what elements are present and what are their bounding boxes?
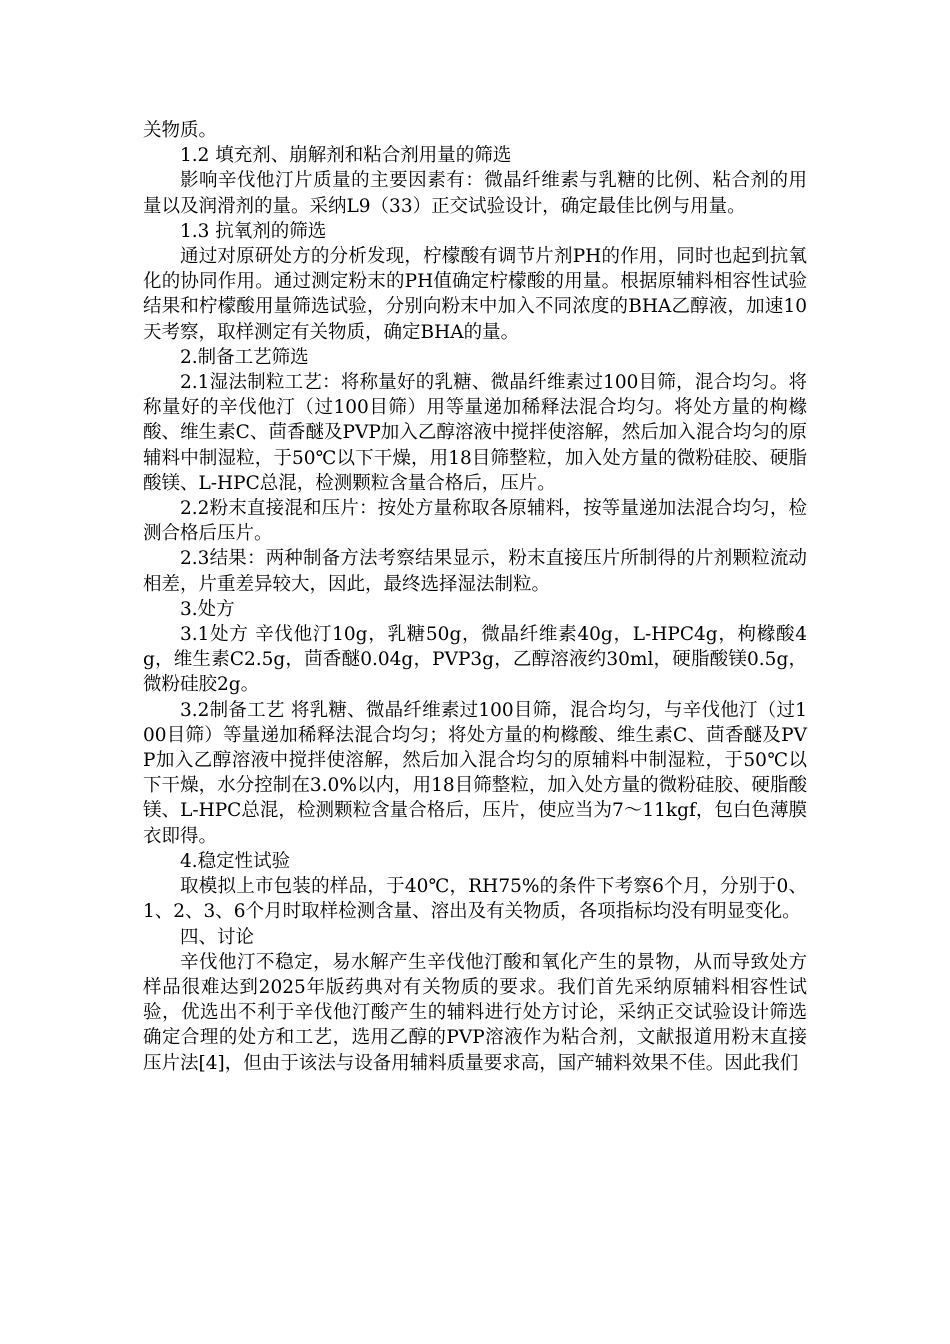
heading-4-stability-test: 4.稳定性试验 [180, 850, 291, 872]
paragraph-2-2-direct-compression: 2.2粉末直接混和压片：按处方量称取各原辅料，按等量递加法混合均匀，检测合格后压片。 [143, 498, 807, 545]
heading-2-process-screening: 2.制备工艺筛选 [180, 346, 309, 368]
heading-discussion: 四、讨论 [180, 926, 255, 948]
paragraph-discussion: 辛伐他汀不稳定，易水解产生辛伐他汀酸和氧化产生的景物，从而导致处方样品很难达到2025年版药典对有关物质的要求。我们首先采纳原辅料相容性试验，优选出不利于辛伐他汀酸产生的辅料进行处方讨论，采纳正交试验设计筛选确定合理的处方和工艺，选用乙醇的PVP溶液作为粘合剂，文献报道用粉末直接压片法[4]，但由于该法与设备用辅料质量要求高，国产辅料效果不佳。因此我们 [143, 951, 807, 1074]
paragraph-stability: 取模拟上市包装的样品，于40℃，RH75%的条件下考察6个月，分别于0、1、2、3、6个月时取样检测含量、溶出及有关物质，各项指标均没有明显变化。 [143, 876, 807, 923]
paragraph-2-1-wet-granulation: 2.1湿法制粒工艺：将称量好的乳糖、微晶纤维素过100目筛，混合均匀。将称量好的辛伐他汀（过100目筛）用等量递加稀释法混合均匀。将处方量的枸橼酸、维生素C、茴香醚及PVP加入乙醇溶液中搅拌使溶解，然后加入混合均匀的原辅料中制湿粒，于50℃以下干燥，用18目筛整粒，加入处方量的微粉硅胶、硬脂酸镁、L-HPC总混，检测颗粒含量合格后，压片。 [143, 372, 807, 494]
heading-1-3-antioxidant-screening: 1.3 抗氧剂的筛选 [180, 220, 327, 242]
paragraph-continuation: 关物质。 [143, 120, 218, 141]
paragraph-2-3-results: 2.3结果：两种制备方法考察结果显示，粉末直接压片所制得的片剂颗粒流动相差，片重差异较大，因此，最终选择湿法制粒。 [143, 548, 807, 595]
paragraph-antioxidant: 通过对原研处方的分析发现，柠檬酸有调节片剂PH的作用，同时也起到抗氧化的协同作用。通过测定粉末的PH值确定柠檬酸的用量。根据原辅料相容性试验结果和柠檬酸用量筛选试验，分别向粉末中加入不同浓度的BHA乙醇液，加速10天考察，取样测定有关物质，确定BHA的量。 [143, 246, 807, 343]
heading-1-2-filler-screening: 1.2 填充剂、崩解剂和粘合剂用量的筛选 [180, 145, 512, 167]
paragraph-3-2-process: 3.2制备工艺 将乳糖、微晶纤维素过100目筛，混合均匀，与辛伐他汀（过100目筛）等量递加稀释法混合均匀；将处方量的枸橼酸、维生素C、茴香醚及PVP加入乙醇溶液中搅拌使溶解，然后加入混合均匀的原辅料中制湿粒，于50℃以下干燥，水分控制在3.0%以内，用18目筛整粒，加入处方量的微粉硅胶、硬脂酸镁、L-HPC总混，检测颗粒含量合格后，压片，使应当为7～11kgf，包白色薄膜衣即得。 [143, 699, 807, 847]
paragraph-filler-factors: 影响辛伐他汀片质量的主要因素有：微晶纤维素与乳糖的比例、粘合剂的用量以及润滑剂的量。采纳L9（33）正交试验设计，确定最佳比例与用量。 [143, 170, 807, 217]
paragraph-3-1-formulation: 3.1处方 辛伐他汀10g，乳糖50g，微晶纤维素40g，L-HPC4g，枸橼酸4g，维生素C2.5g，茴香醚0.04g，PVP3g，乙醇溶液约30ml，硬脂酸镁0.5g，微粉硅胶2g。 [143, 624, 807, 696]
document-body [143, 118, 807, 1076]
heading-3-formulation: 3.处方 [180, 598, 235, 620]
